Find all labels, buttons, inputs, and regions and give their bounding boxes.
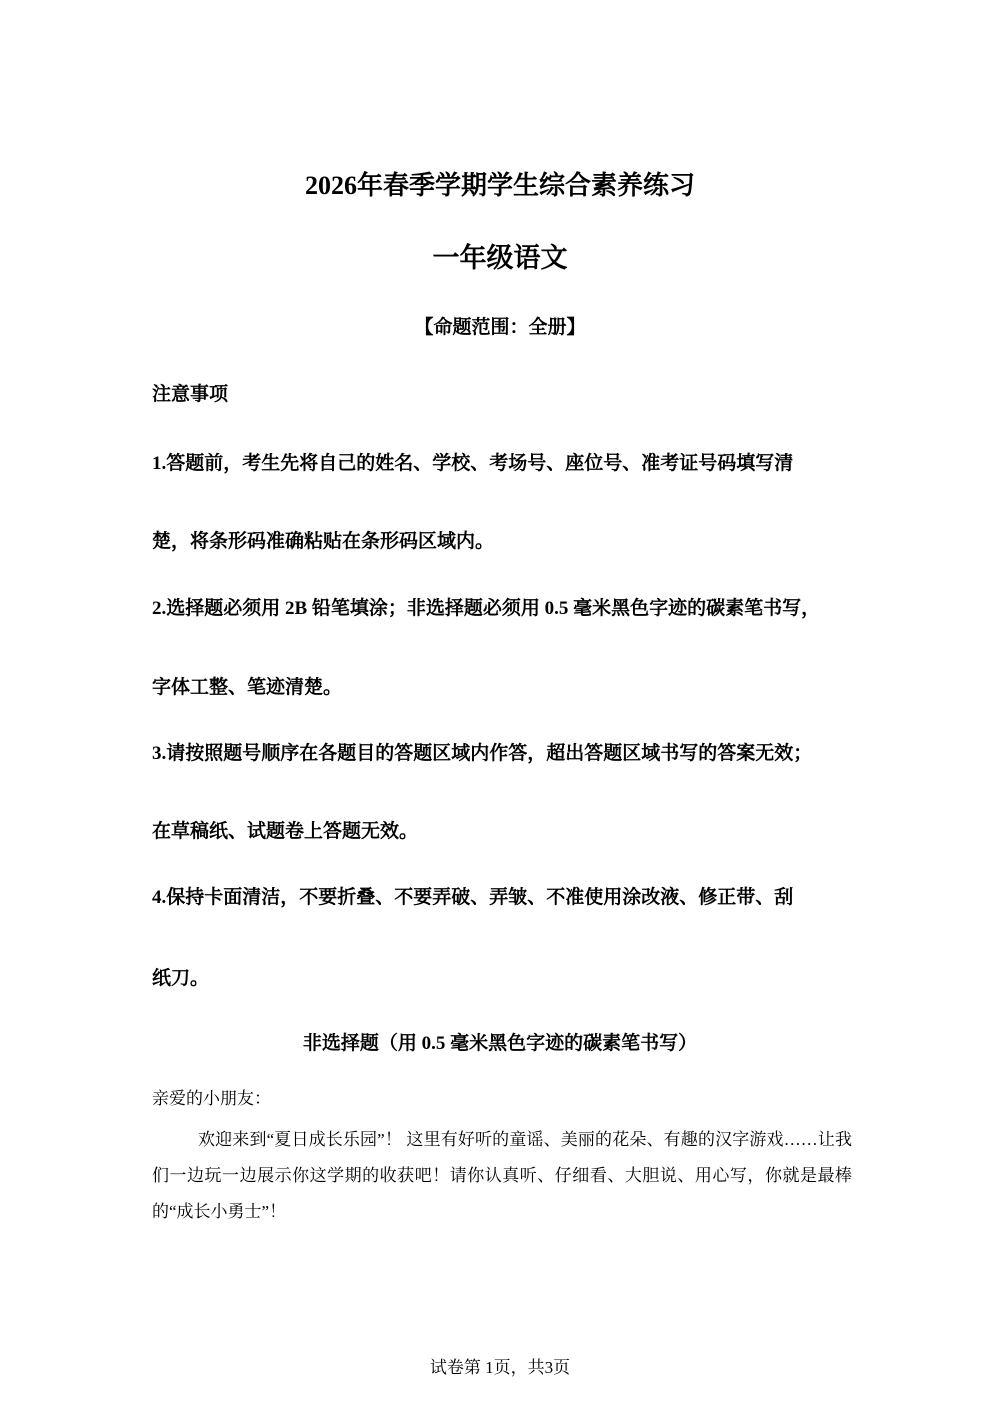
notice-item-4-line-1: 4.保持卡面清洁，不要折叠、不要弄破、弄皱、不准使用涂改液、修正带、刮 [152, 887, 794, 908]
intro-paragraph: 欢迎来到“夏日成长乐园”！ 这里有好听的童谣、美丽的花朵、有趣的汉字游戏……让我们一边玩一边展示你这学期的收获吧！请你认真听、仔细看、大胆说、用心写，你就是最棒的“成长小勇士”！ [152, 1130, 852, 1221]
notice-item-1-line-2: 楚，将条形码准确粘贴在条形码区域内。 [152, 531, 495, 552]
notice-item-4-line-2: 纸刀。 [152, 968, 210, 989]
section-heading: 非选择题（用 0.5 毫米黑色字迹的碳素笔书写） [302, 1033, 698, 1054]
greeting: 亲爱的小朋友： [152, 1089, 271, 1108]
notice-item-1-line-1: 1.答题前，考生先将自己的姓名、学校、考场号、座位号、准考证号码填写清 [152, 453, 794, 474]
exam-scope: 【命题范围：全册】 [414, 317, 586, 338]
notice-heading: 注意事项 [152, 384, 229, 405]
exam-title: 2026年春季学期学生综合素养练习 [304, 171, 695, 200]
notice-item-2-line-2: 字体工整、笔迹清楚。 [152, 677, 343, 698]
page-footer: 试卷第 1页，共3页 [429, 1358, 571, 1377]
exam-subject: 一年级语文 [432, 243, 568, 273]
notice-item-3-line-2: 在草稿纸、试题卷上答题无效。 [152, 821, 419, 842]
notice-item-3-line-1: 3.请按照题号顺序在各题目的答题区域内作答，超出答题区域书写的答案无效； [152, 743, 813, 764]
notice-item-2-line-1: 2.选择题必须用 2B 铅笔填涂；非选择题必须用 0.5 毫米黑色字迹的碳素笔书写， [152, 598, 821, 619]
